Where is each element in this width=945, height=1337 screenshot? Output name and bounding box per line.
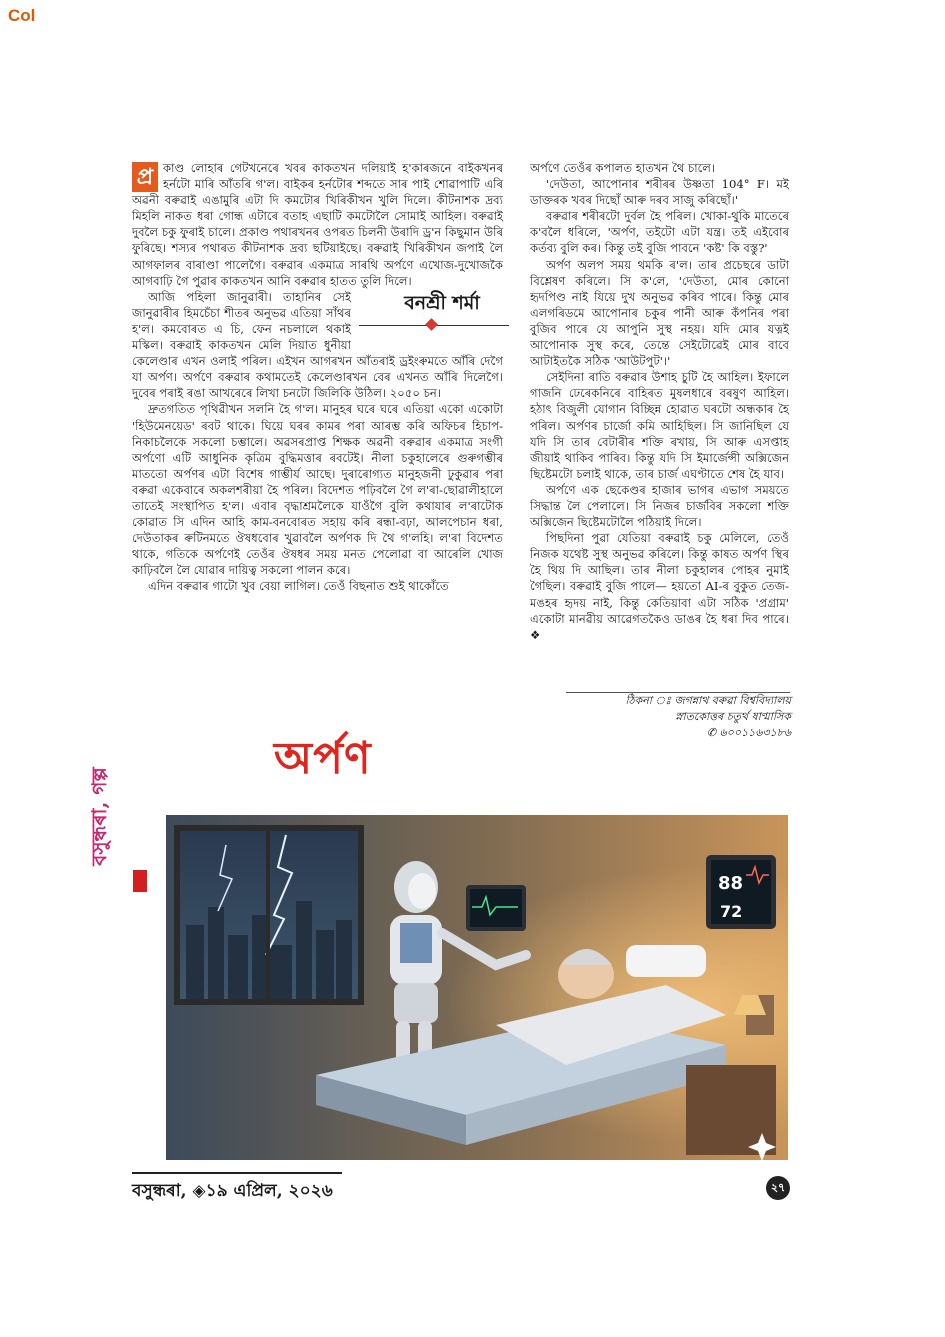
corner-label: Col	[8, 6, 36, 25]
masthead-red-bar	[133, 870, 147, 892]
diamond-icon	[425, 318, 438, 331]
monitor-left	[466, 885, 526, 931]
window	[174, 825, 364, 1005]
footer-publication-date: বসুন্ধৰা, ◈১৯ এপ্ৰিল, ২০২৬	[132, 1181, 333, 1201]
right-column	[530, 160, 789, 643]
heart-rate-readout: 88	[718, 873, 744, 894]
author-signature	[551, 693, 791, 741]
paragraph: অৰ্পণে তেওঁৰ কপালত হাতখন থৈ চালে।	[530, 161, 716, 175]
signature-phone: ✆ ৬০০১১৬৩১৮৬	[706, 726, 791, 739]
paragraph	[132, 289, 503, 402]
paragraph: অৰ্পণ অলপ সময় থমকি ৰ'ল। তাৰ প্ৰচেছৰে ডাটা বিশ্লেষণ কৰিলে। সি ক'লে, 'দেউতা, মোৰ কোনো হৃদপিণ্ড নাই যিয়ে দুখ অনুভৱ কৰিব পাৰে। কিন্তু মোৰ এলগৰিডমে আপোনাৰ চকুৰ পানী আৰু কঁপনিৰ পৰা বুজিব পাৰে যে আপুনি সুস্থ নহয়। যদি মোৰ যত্নই আপোনাক সুস্থ কৰে, তেন্তে সেইটোৱেই মোৰ বাবে আটাইতকৈ সঠিক 'আউটপুট'।'	[530, 257, 789, 369]
paragraph: বৰুৱাৰ শৰীৰটো দুৰ্বল হৈ পৰিল। খোকা-থুকি মাতেৰে ক'বলৈ ধৰিলে, 'অৰ্পণ, তইটো এটা যন্ত্ৰ। তই এইবোৰ কৰ্তব্য বুলি কৰ। কিন্তু তই বুজি পাবনে 'কষ্ট' কি বস্তু?'	[530, 209, 789, 256]
signature-address: ঠিকনা ঃ জগন্নাথ বৰুৱা বিশ্ববিদ্যালয়	[625, 694, 791, 707]
paragraph	[132, 160, 503, 289]
masthead-text: বসুন্ধৰা, গল্প	[86, 767, 111, 866]
paragraph: 'দেউতা, আপোনাৰ শৰীৰৰ উষ্ণতা 104° F। মই ডাক্তৰক খবৰ দিছোঁ আৰু দৰব সাজু কৰিছোঁ।'	[530, 177, 789, 208]
paragraph: সেইদিনা ৰাতি বৰুৱাৰ উশাহ চুটি হৈ আহিল। ইফালে গাজনি ঢেৰেকনিৰে বাহিৰত মুষলধাৰে বৰষুণ আহিল। হঠাৎ বিজুলী যোগান বিচ্ছিন্ন হোৱাত ঘৰটো অন্ধকাৰ হৈ পৰিল। অৰ্পণৰ চাৰ্জো কমি আহিছিল। সি জানিছিল যে যদি সি তাৰ বেটাৰীৰ শক্তি ৰখায়, সি আৰু এসপ্তাহ জীয়াই থাকিব পাৰিব। কিন্তু যদি সি ইমাৰ্জেন্সী অক্সিজেন ছিষ্টেমটো চলাই থাকে, তাৰ চাৰ্জ এঘণ্টাতে শেষ হৈ যাব।	[530, 370, 789, 481]
page-number: ২৭	[766, 1176, 790, 1200]
byline-block	[359, 293, 509, 339]
left-column	[132, 160, 503, 595]
paragraph-text: কাণ্ড লোহাৰ গেটখনেৰে খবৰ কাকতখন দলিয়াই হ'কাৰজনে বাইকখনৰ হৰ্নটো মাৰি আঁতৰি গ'ল। বাইকৰ হৰ্নটোৰ শব্দতে সাৰ পাই শোৱাপাটি এৰি অৱনী বৰুৱাই এঙামুৰি এটা দি কমটোৰ খিৰিকীখন খুলি দিলে। কীটনাশক দ্ৰব্য মিহলি নাকত ধৰা গোন্ধ এটাৰে বতাহ এছাটি কমটোলৈ সোমাই আহিল। বৰুৱাই দুবলৈ চকু ফুৰাই চালে। প্ৰকাণ্ড পথাৰখনৰ ওপৰত চিলনী উৰাদি ড্ৰ'ন কিছুমান উৰি ফুৰিছে। শস্যৰ পথাৰত কীটনাশক দ্ৰব্য ছটিয়াইছে। বৰুৱাই খিৰিকীখন জপাই লৈ আগফালৰ বাৰাণ্ডা পালেগৈ। বৰুৱাৰ একমাত্ৰ সাৰথি অৰ্পণে এখোজ-দুখোজকৈ আগবাঢ়ি গৈ পুৱাৰ কাকতখন আনি বৰুৱাৰ হাতত তুলি দিলে।	[132, 161, 503, 288]
author-name: বনশ্ৰী শৰ্মা	[404, 291, 480, 314]
paragraph: এদিন বৰুৱাৰ গাটো খুব বেয়া লাগিল। তেওঁ বিছনাত শুই থাকোঁতে	[148, 579, 449, 594]
monitor-right	[706, 855, 776, 929]
paragraph: দ্ৰুতগতিত পৃথিৱীখন সলনি হৈ গ'ল। মানুহৰ ঘৰে ঘৰে এতিয়া একো একোটা 'হিউমেনয়েড' ৰবট থাকে। ঘিয়ে ঘৰৰ কামৰ পৰা আৰম্ভ কৰি অফিচৰ হিচাপ-নিকাচলৈকে সকলো চম্ভালে। অৱসৰপ্ৰাপ্ত শিক্ষক অৱনী বৰুৱাৰ একমাত্ৰ সংগী অৰ্পণো এটি আধুনিক কৃত্ৰিম বুদ্ধিমত্তাৰ ৰবটেই। নীলা চকুহালেৰে গুৰুগম্ভীৰ মাততো অৰ্পণৰ এটা বিশেষ গাম্ভীৰ্য আছে। দুৰাৰোগ্যত মানুহজনী ঢুকুৱাৰ পৰা বৰুৱা একেবাৰে অকলশৰীয়া হৈ পৰিল। বিদেশত পঢ়িবলৈ গৈ ল'ৰা-ছোৱালীহালে তাতেই সংস্থাপিত হ'ল। এবাৰ বৃদ্ধাশ্ৰমলৈকে যাওঁগৈ বুলি কথাযাৰ ল'ৰাটোক কোৱাত সি এদিন আহি কাম-বনবোৰত সহায় কৰি ৰন্ধা-বঢ়া, আলপেচান ধৰা, দেউতাকৰ ৰুটিনমতে ঔষধবোৰ খুৱাবলৈ অৰ্পণক দি থৈ গ'লহি। ল'ৰা বিদেশত থাকে, গতিকে অৰ্পণেই তেওঁৰ ঔষধৰ সময় মনত পেলোৱা বা আৰেলি খোজ কাঢ়িবলৈ লৈ যোৱাৰ দায়িত্ব সকলো পালন কৰে।	[132, 402, 503, 578]
paragraph-text: আজি পহিলা জানুৱাৰী। তাহানিৰ সেই জানুৱাৰীৰ হিমচেঁচা শীতৰ অনুভৱ এতিয়া সাঁথৰ হ'ল। কমবোৰত এ চি, ফেন নচলালে থকাই মস্কিল। বৰুৱাই কাকতখন মেলি দিয়াত ধুনীয়া কেলেণ্ডাৰ এখন ওলাই পৰিল। এইখন আগৰখন আঁতৰাই ড্ৰইংৰুমতে আঁৰি দেগৈ যা অৰ্পণ। অৰ্পণে বৰুৱাৰ কথামতেই কেলেণ্ডাৰখন বেৰ এখনত আঁৰি দিলেগৈ। দুবেৰ পৰাই ৰঙা আখৰেৰে লিখা চনটো জিলিকি উঠিল। ২০৫০ চন।	[132, 289, 503, 401]
story-illustration	[166, 815, 788, 1160]
paragraph: অৰ্পণে এক ছেকেণ্ডৰ হাজাৰ ভাগৰ এভাগ সময়তে সিদ্ধান্ত লৈ পেলালে। সি নিজৰ চাৰ্জবিৰ সকলো শক্তি অক্সিজেন ছিষ্টেমটোলৈ পঠিয়াই দিলে।	[530, 482, 789, 530]
signature-course: স্নাতকোত্তৰ চতুৰ্থ ষাণ্মাসিক	[675, 710, 791, 723]
spo2-readout: 72	[720, 902, 743, 921]
footer-rule	[132, 1172, 342, 1174]
drop-cap: প্ৰ	[132, 162, 158, 192]
story-title: অৰ্পণ	[274, 733, 372, 784]
paragraph: পিছদিনা পুৱা যেতিয়া বৰুৱাই চকু মেলিলে, তেওঁ নিজক যথেষ্ট সুস্থ অনুভৱ কৰিলে। কিন্তু কাষত অৰ্পণ স্থিৰ হৈ থিয় দি আছিল। তাৰ নীলা চকুহালৰ পোহৰ নুমাই গৈছিল। বৰুৱাই বুজি পালে— হয়তো AI-ৰ বুকুত তেজ-মঙহৰ হৃদয় নাই, কিন্তু কেতিয়াবা এটা সঠিক 'প্ৰগ্ৰাম' একোটা মানৱীয় আৱেগতকৈও ডাঙৰ হৈ ধৰা দিব পাৰে। ❖	[530, 531, 789, 642]
